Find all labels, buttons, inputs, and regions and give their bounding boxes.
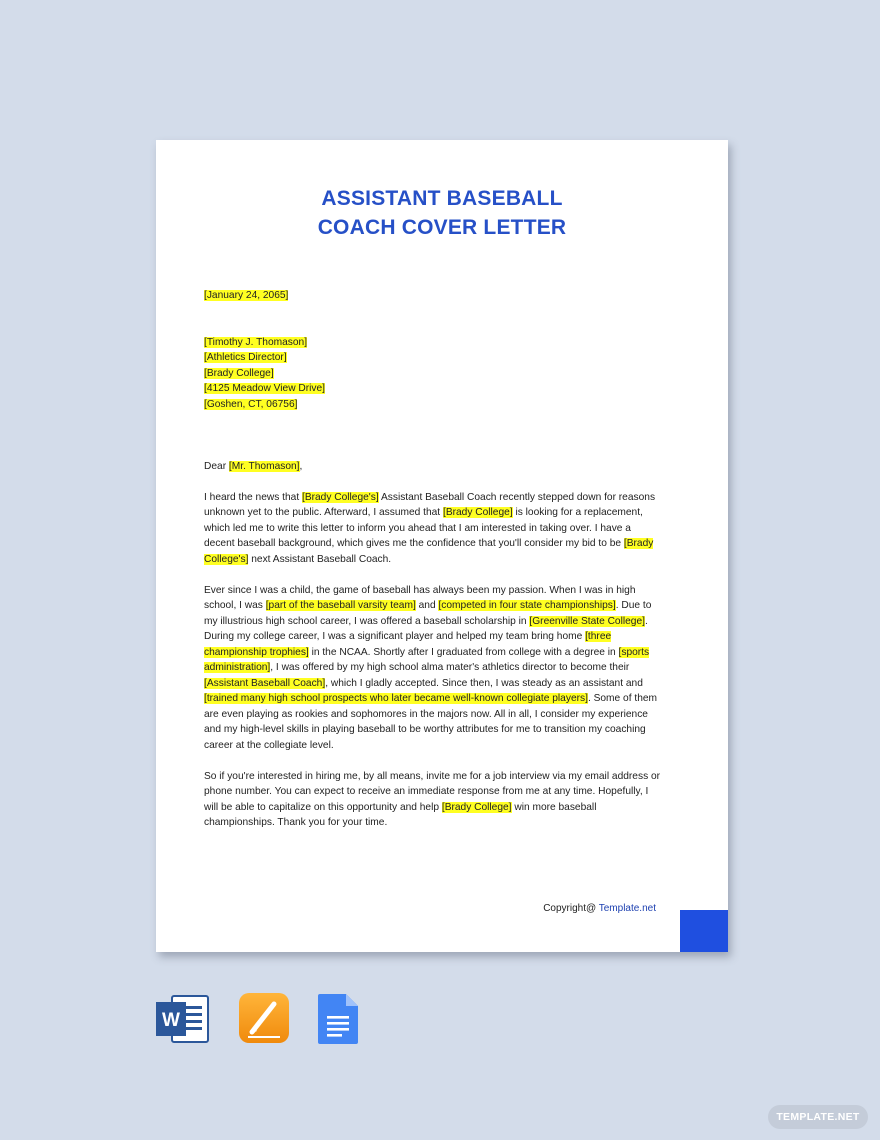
- placeholder-field: [Brady College]: [441, 801, 512, 813]
- paragraph-1: [204, 490, 664, 568]
- body-text: Ever since I was a child, the game of baseball has always been my passion. When I was in high school, I was: [204, 584, 636, 611]
- body-text: is looking for a replacement, which led me to write this letter to inform you ahead that I am interested in taking over. I have a decent baseball background, which gives me the confidence that you'll consider my bid to be: [204, 507, 643, 549]
- recipient-name: [Timothy J. Thomason]: [204, 336, 308, 348]
- body-text: in the NCAA. Shortly after I graduated from college with a degree in: [308, 646, 619, 658]
- recipient-block: [204, 335, 664, 413]
- template-net-watermark: TEMPLATE.NET: [768, 1105, 868, 1129]
- body-text: So if you're interested in hiring me, by all means, invite me for a job interview via my email address or phone number. You can expect to receive an immediate response from me at any time. Hopefully, I will be able to capitalize on this opportunity and help: [204, 770, 661, 813]
- salutation: [204, 459, 664, 475]
- copyright-notice: [543, 903, 656, 914]
- recipient-organization: [Brady College]: [204, 367, 274, 379]
- body-text: . During my college career, I was a significant player and helped my team bring home: [204, 615, 648, 642]
- body-text: . Due to my illustrious high school career, I was offered a baseball scholarship in: [204, 600, 652, 627]
- letter-body: [204, 288, 664, 831]
- body-text: I heard the news that: [204, 491, 302, 503]
- corner-accent-block: [680, 910, 728, 952]
- body-text: , which I gladly accepted. Since then, I was steady as an assistant and: [325, 677, 643, 689]
- svg-text:W: W: [162, 1010, 180, 1031]
- copyright-prefix: Copyright@: [543, 903, 599, 914]
- title-line-2: COACH COVER LETTER: [317, 216, 567, 239]
- body-text: . Some of them are even playing as rookies and sophomores in the majors now. All in all, I consider my experience and my high-level skills in playing baseball to be worthy attributes for me to transition my coaching career at the collegiate level.: [204, 693, 658, 751]
- letter-title: [156, 184, 728, 242]
- placeholder-field: [Brady College's]: [204, 538, 654, 565]
- salutation-suffix: ,: [299, 460, 303, 472]
- pages-icon[interactable]: [238, 992, 292, 1046]
- recipient-street: [4125 Meadow View Drive]: [204, 383, 325, 394]
- date-field: [January 24, 2065]: [204, 290, 289, 301]
- placeholder-field: [competed in four state championships]: [438, 600, 616, 611]
- body-text: and: [415, 600, 439, 611]
- salutation-prefix: Dear: [204, 460, 229, 472]
- recipient-position: [Athletics Director]: [204, 352, 287, 363]
- placeholder-field: [three championship trophies]: [204, 631, 612, 658]
- template-link[interactable]: Template.net: [598, 903, 656, 914]
- placeholder-field: [Greenville State College]: [529, 615, 645, 627]
- placeholder-field: [Assistant Baseball Coach]: [204, 677, 326, 689]
- body-text: , I was offered by my high school alma mater's athletics director to become their: [270, 662, 630, 673]
- word-icon[interactable]: [156, 992, 210, 1046]
- letter-page: [156, 140, 728, 952]
- body-text: next Assistant Baseball Coach.: [248, 553, 392, 565]
- recipient-city: [Goshen, CT, 06756]: [204, 398, 298, 410]
- placeholder-field: [sports administration]: [204, 646, 650, 673]
- title-line-1: ASSISTANT BASEBALL: [321, 187, 563, 210]
- body-text: win more baseball championships. Thank you for your time.: [204, 801, 597, 828]
- placeholder-field: [trained many high school prospects who later became well-known collegiate players]: [204, 693, 588, 704]
- google-docs-icon[interactable]: [316, 992, 370, 1046]
- salutation-name: [Mr. Thomason]: [228, 460, 300, 472]
- paragraph-2: [204, 583, 664, 754]
- placeholder-field: [part of the baseball varsity team]: [265, 600, 416, 611]
- paragraph-3: [204, 769, 664, 831]
- body-text: Assistant Baseball Coach recently stepped down for reasons unknown yet to the public. Afterward, I assumed that: [204, 491, 656, 518]
- placeholder-field: [Brady College]: [442, 507, 513, 518]
- placeholder-field: [Brady College's]: [301, 491, 379, 503]
- letter-date: [204, 288, 664, 304]
